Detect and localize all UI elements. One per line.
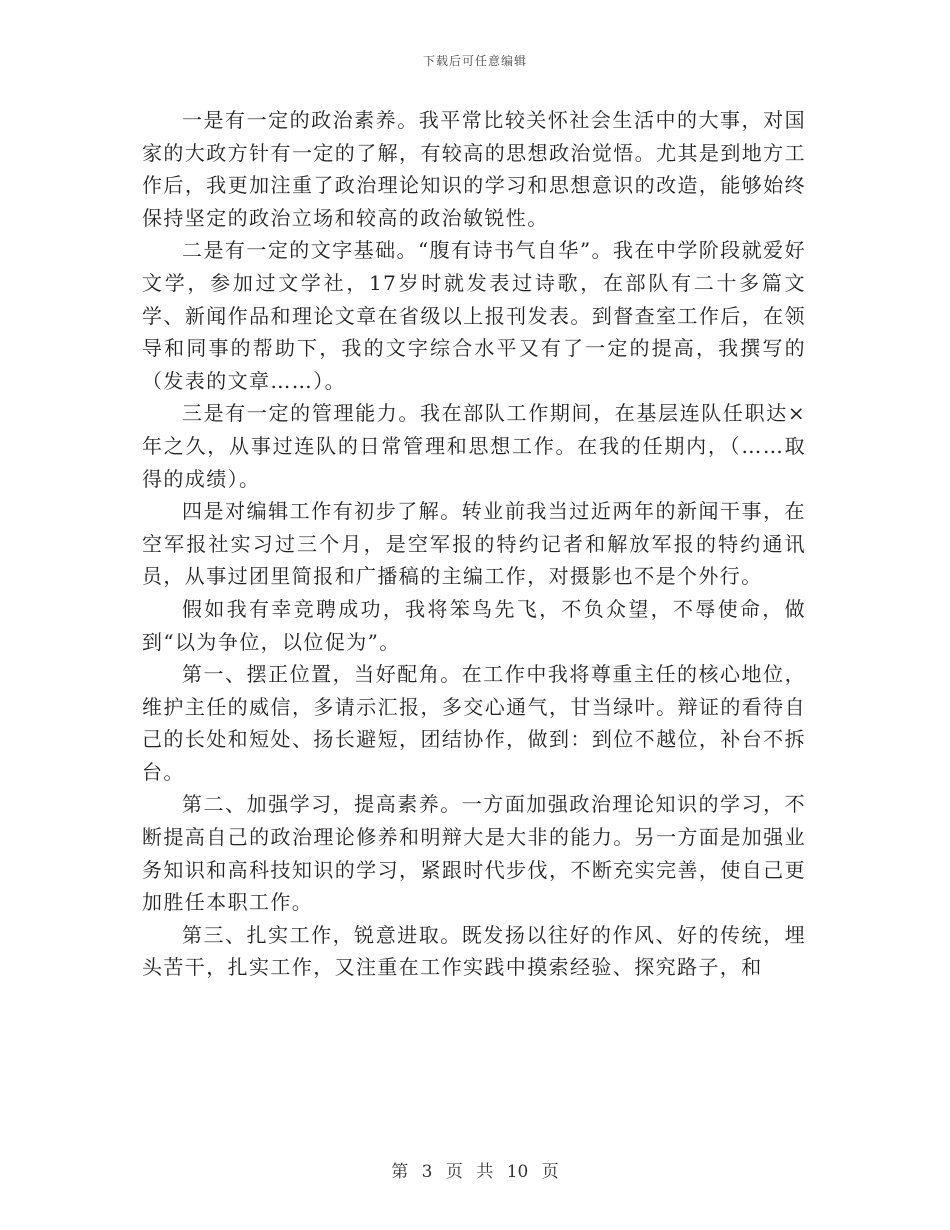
paragraph-editing-experience: 四是对编辑工作有初步了解。转业前我当过近两年的新闻干事，在空军报社实习过三个月，是空军报的特约记者和解放军报的特约通讯员，从事过团里简报和广播稿的主编工作，对摄影也不是个外行。 (142, 499, 806, 589)
paragraph-point-three: 第三、扎实工作，锐意进取。既发扬以往好的作风、好的传统，埋头苦干，扎实工作，又注重在工作实践中摸索经验、探究路子，和 (142, 922, 806, 980)
paragraph-political-literacy: 一是有一定的政治素养。我平常比较关怀社会生活中的大事，对国家的大政方针有一定的了解，有较高的思想政治觉悟。尤其是到地方工作后，我更加注重了政治理论知识的学习和思想意识的改造，能够始终保持坚定的政治立场和较高的政治敏锐性。 (142, 108, 806, 230)
page-number-footer: 第 3 页 共 10 页 (391, 1162, 559, 1182)
paragraph-commitment: 假如我有幸竞聘成功，我将笨鸟先飞，不负众望，不辱使命，做到“以为争位，以位促为”。 (142, 596, 806, 654)
paragraph-point-one: 第一、摆正位置，当好配角。在工作中我将尊重主任的核心地位，维护主任的威信，多请示汇报，多交心通气，甘当绿叶。辩证的看待自己的长处和短处、扬长避短，团结协作，做到：到位不越位，补台不拆台。 (142, 662, 806, 784)
paragraph-writing-foundation: 二是有一定的文字基础。“腹有诗书气自华”。我在中学阶段就爱好文学，参加过文学社，17岁时就发表过诗歌，在部队有二十多篇文学、新闻作品和理论文章在省级以上报刊发表。到督查室工作后，在领导和同事的帮助下，我的文字综合水平又有了一定的提高，我撰写的（发表的文章……）。 (142, 238, 806, 393)
document-body (142, 104, 806, 984)
paragraph-management-ability: 三是有一定的管理能力。我在部队工作期间，在基层连队任职达×年之久，从事过连队的日常管理和思想工作。在我的任期内，（……取得的成绩）。 (142, 401, 806, 491)
page-header: 下载后可任意编辑 (422, 54, 527, 68)
paragraph-point-two: 第二、加强学习，提高素养。一方面加强政治理论知识的学习，不断提高自己的政治理论修养和明辩大是大非的能力。另一方面是加强业务知识和高科技知识的学习，紧跟时代步伐，不断充实完善，使自己更加胜任本职工作。 (142, 792, 806, 915)
